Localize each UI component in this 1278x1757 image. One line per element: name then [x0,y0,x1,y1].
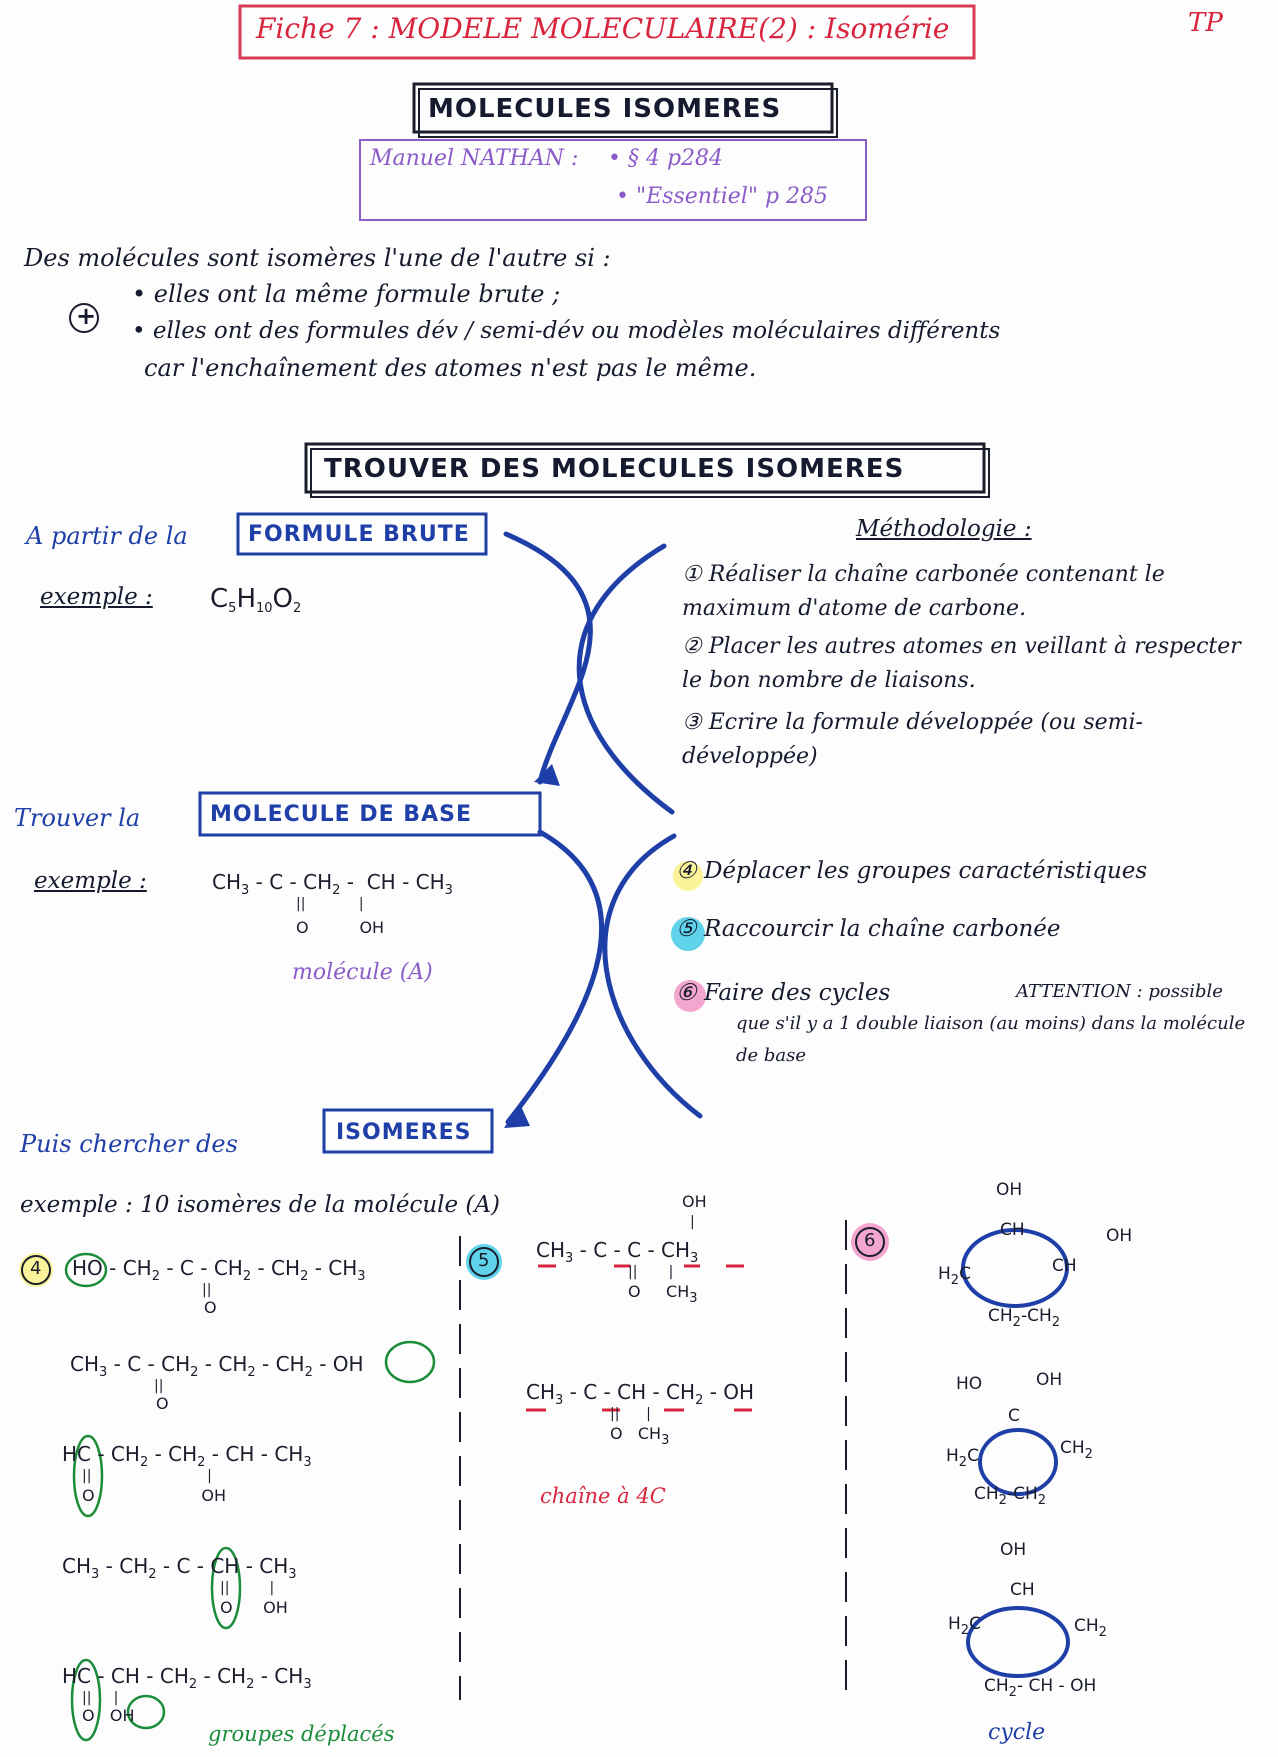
iso-5: HC - CH - $CH_2 - CH_2 - CH_3$ [62,1664,312,1692]
isomers-example-label: exemple : 10 isomères de la molécule (A) [20,1192,500,1218]
step1-example-label: exemple : [40,584,153,610]
step2-label: Trouver la [14,804,141,832]
ring3-bottom: $CH_2-$ CH - OH [984,1676,1097,1700]
ring2-bottom: $CH_2-CH_2$ [974,1484,1047,1508]
method-num-1: ① [682,562,702,587]
method-num-5: ⑤ [676,916,697,942]
step3-box-label: ISOMERES [336,1120,472,1145]
ring1-ch-top: CH [1000,1220,1025,1240]
iso-4: $CH_3 - CH_2$ - C - CH - $CH_3$ [62,1554,297,1582]
method-text-3: Ecrire la formule développée (ou semi-développée) [682,710,1143,769]
iso-6-top: OH [682,1192,707,1211]
arrow-heads [504,764,560,1128]
definition-intro: Des molécules sont isomères l'une de l'autre si : [24,244,611,272]
step3-label: Puis chercher des [20,1130,238,1158]
corner-mark: TP [1188,8,1223,38]
method-num-2: ② [682,634,702,659]
ring3-h2c: $H_2C$ [948,1614,981,1638]
iso-1-bond: || [202,1282,212,1298]
method-item-4 [676,858,1256,884]
ring1-oh-right: OH [1106,1226,1133,1246]
col1-number: 4 [30,1258,42,1279]
iso-6-bond: || | [628,1264,674,1280]
methodology-title: Méthodologie : [856,516,1032,542]
method-text-1: Réaliser la chaîne carbonée contenant le maximum d'atome de carbone. [682,562,1165,621]
iso-7: $CH_3$ - C - CH - $CH_2$ - OH [526,1380,755,1408]
step1-label: A partir de la [26,522,188,550]
molecule-a-formula: $CH_3$ - C - $CH_2$ - CH - $CH_3$ [212,870,453,898]
iso-2-o: O [156,1394,169,1413]
iso-6-subs: O $CH_3$ [628,1282,698,1306]
section2-title: TROUVER DES MOLECULES ISOMERES [324,454,905,484]
ring2-ch2: $CH_2$ [1060,1438,1093,1462]
ring1-ch-right: CH [1052,1256,1077,1276]
page-title: Fiche 7 : MODELE MOLECULAIRE(2) : Isomérie [256,12,950,45]
iso-4-bond: || | [220,1580,275,1596]
method-num-4: ④ [676,858,697,884]
plus-icon: + [76,302,97,330]
iso-3: HC - $CH_2 - CH_2$ - CH - $CH_3$ [62,1442,312,1470]
iso-7-subs: O $CH_3$ [610,1424,670,1448]
method-num-6: ⑥ [676,980,697,1006]
flow-curve-1 [579,546,672,812]
step2-example-label: exemple : [34,868,147,894]
iso-1: HO - $CH_2$ - C - $CH_2 - CH_2 - CH_3$ [72,1256,366,1284]
molecule-a-caption: molécule (A) [292,960,433,985]
method-item-2 [682,630,1242,698]
ring2-h2c: $H_2C$ [946,1446,979,1470]
method-text-2: Placer les autres atomes en veillant à respecter le bon nombre de liaisons. [682,634,1241,693]
iso-3-bond: || | [82,1468,212,1484]
method-num-3: ③ [682,710,702,735]
iso-1-o: O [204,1298,217,1317]
ring2-oh: OH [1036,1370,1063,1390]
method-text-6: Faire des cycles [703,980,891,1006]
method-text-4: Déplacer les groupes caractéristiques [703,858,1148,884]
reference-2: • "Essentiel" p 285 [616,184,829,209]
col1-caption: groupes déplacés [208,1722,395,1746]
ring3-ch-top: CH [1010,1580,1035,1600]
iso-3-subs: O OH [82,1486,227,1505]
reference-source: Manuel NATHAN : [370,146,579,171]
method-attention: ATTENTION : possible que s'il y a 1 double liaison (au moins) dans la molécule de base [736,981,1246,1066]
definition-bullet-2a: • elles ont des formules dév / semi-dév ou modèles moléculaires différents [132,318,1001,344]
section1-title: MOLECULES ISOMERES [428,94,782,124]
method-text-5: Raccourcir la chaîne carbonée [703,916,1061,942]
ring1-bottom: $CH_2-CH_2$ [988,1306,1061,1330]
iso-7-bond: || | [610,1406,651,1422]
ring2-c: C [1008,1406,1020,1426]
method-item-3 [682,706,1182,774]
ring-3 [968,1608,1068,1676]
col2-caption: chaîne à 4C [540,1484,666,1508]
iso-5-bond: || | [82,1690,119,1706]
molecule-a-double-bond: || | [296,896,364,912]
step2-box-label: MOLECULE DE BASE [210,802,472,827]
ring2-ho: HO [956,1374,983,1394]
method-item-1 [682,558,1242,626]
ring3-ch2: $CH_2$ [1074,1616,1107,1640]
iso-2: $CH_3$ - C - $CH_2 - CH_2 - CH_2$ - OH [70,1352,364,1380]
flow-arrows [506,534,700,1122]
definition-bullet-1: • elles ont la même formule brute ; [132,280,561,308]
brute-formula: $C_5H_{10}O_2$ [210,584,302,616]
col3-number: 6 [864,1230,876,1251]
col3-caption: cycle [988,1720,1046,1745]
iso-6: $CH_3$ - C - C - $CH_3$ [536,1238,699,1266]
definition-bullet-2b: car l'enchaînement des atomes n'est pas le même. [144,354,757,382]
molecule-a-substituents: O OH [296,918,385,937]
iso-6-top-bond: | [690,1214,695,1230]
reference-1: • § 4 p284 [608,146,724,171]
col2-number: 5 [478,1250,490,1271]
green-circle-oh [386,1342,434,1382]
step1-box-label: FORMULE BRUTE [248,522,470,547]
ring1-oh-top: OH [996,1180,1023,1200]
ring1-h2c: $H_2C$ [938,1264,971,1288]
flow-arrow-2 [508,832,602,1122]
iso-5-subs: O OH [82,1706,135,1725]
method-item-5 [676,916,1256,942]
iso-4-subs: O OH [220,1598,288,1617]
iso-2-bond: || [154,1378,164,1394]
ring3-oh-top: OH [1000,1540,1027,1560]
